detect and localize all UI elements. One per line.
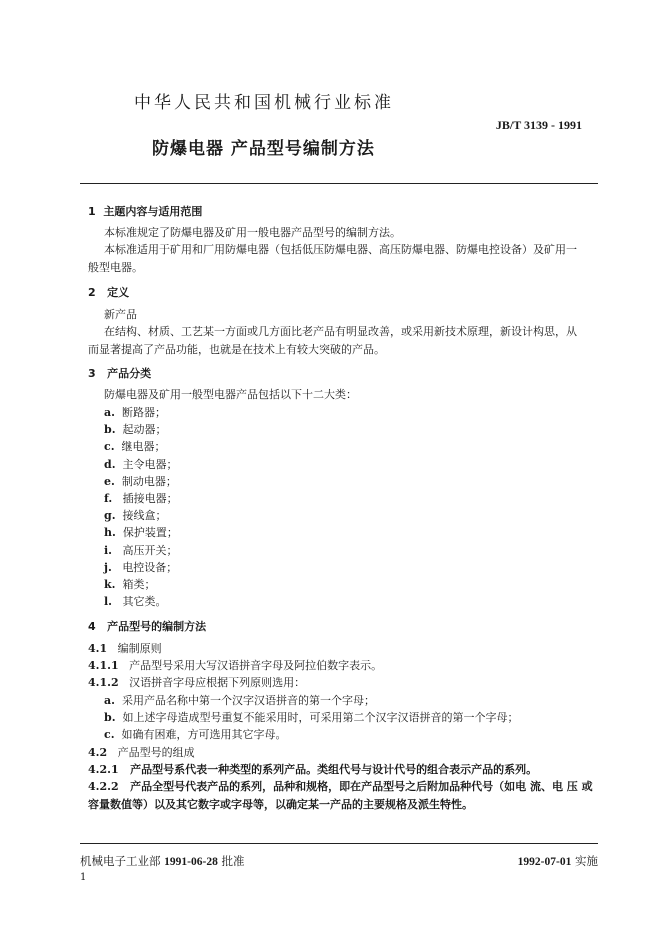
list-item xyxy=(104,421,167,437)
approval-date: 1991-06-28 xyxy=(164,856,218,868)
footer-divider xyxy=(80,843,598,844)
list-item-text: 制动电器； xyxy=(121,475,177,488)
section-4-heading xyxy=(88,618,206,634)
header-divider xyxy=(80,183,598,184)
list-item-text: 其它类。 xyxy=(122,595,167,608)
section-1-para-1: 本标准规定了防爆电器及矿用一般电器产品型号的编制方法。 xyxy=(104,226,401,239)
list-item xyxy=(104,559,177,575)
approval-org: 机械电子工业部 xyxy=(80,854,161,868)
list-item xyxy=(104,473,177,489)
section-1-para-2-line-1: 本标准适用于矿用和厂用防爆电器（包括低压防爆电器、高压防爆电器、防爆电控设备）及矿用一 xyxy=(104,243,577,256)
clause-4-1-1 xyxy=(88,657,382,673)
section-4-title: 产品型号的编制方法 xyxy=(107,620,207,633)
list-item-mark: d. xyxy=(104,458,116,471)
section-2-title: 定义 xyxy=(107,286,130,299)
clause-number: 4.1 xyxy=(88,642,108,655)
list-item-mark: a. xyxy=(104,406,115,419)
list-item-mark: h. xyxy=(104,526,116,539)
list-item-text: 插接电器； xyxy=(122,492,178,505)
document-title: 防爆电器 产品型号编制方法 xyxy=(152,139,375,159)
list-item xyxy=(104,593,167,609)
list-item xyxy=(104,524,178,540)
implementation-line xyxy=(518,853,598,869)
list-item-mark: j. xyxy=(104,561,112,574)
list-item-text: 高压开关； xyxy=(122,544,178,557)
clause-4-2 xyxy=(88,744,195,760)
list-item-mark: i. xyxy=(104,544,113,557)
approval-line xyxy=(80,853,244,869)
clause-4-2-2-line-2: 容量数值等）以及其它数字或字母等，以确定某一产品的主要规格及派生特性。 xyxy=(88,798,473,811)
list-item-mark: b. xyxy=(104,423,116,436)
list-item xyxy=(104,692,375,708)
list-item-text: 继电器； xyxy=(121,440,166,453)
section-3-intro: 防爆电器及矿用一般型电器产品包括以下十二大类： xyxy=(104,388,357,401)
list-item-mark: l. xyxy=(104,595,113,608)
list-item-mark: c. xyxy=(104,440,115,453)
list-item xyxy=(104,438,166,454)
list-item-text: 如确有困难，方可选用其它字母。 xyxy=(121,728,287,741)
section-1-title: 主题内容与适用范围 xyxy=(103,205,203,218)
page-number: 1 xyxy=(80,872,87,883)
list-item-text: 主令电器； xyxy=(122,458,178,471)
implementation-label: 实施 xyxy=(575,854,598,868)
list-item-mark: g. xyxy=(104,509,116,522)
section-3-heading xyxy=(88,365,151,381)
clause-text-line-1: 产品全型号代表产品的系列，品种和规格，即在产品型号之后附加品种代号（如电 流、电 压 或 xyxy=(130,780,593,793)
clause-text: 产品型号采用大写汉语拼音字母及阿拉伯数字表示。 xyxy=(129,659,383,672)
clause-4-1 xyxy=(88,640,162,656)
list-item-mark: e. xyxy=(104,475,115,488)
list-item xyxy=(104,576,155,592)
list-item-text: 起动器； xyxy=(122,423,167,436)
list-item xyxy=(104,542,178,558)
list-item-text: 箱类； xyxy=(122,578,156,591)
list-item xyxy=(104,456,178,472)
list-item xyxy=(104,507,167,523)
list-item-mark: f. xyxy=(104,492,113,505)
list-item-mark: b. xyxy=(104,711,116,724)
section-1-number: 1 xyxy=(88,205,96,218)
list-item-mark: c. xyxy=(104,728,115,741)
section-1-para-2-line-2: 般型电器。 xyxy=(88,261,143,274)
approval-label: 批准 xyxy=(221,854,245,868)
section-2-definition-line-1: 在结构、材质、工艺某一方面或几方面比老产品有明显改善，或采用新技术原理，新设计构思，从 xyxy=(104,325,577,338)
section-1-heading xyxy=(88,203,202,219)
list-item-mark: k. xyxy=(104,578,116,591)
clause-number: 4.2 xyxy=(88,746,108,759)
list-item xyxy=(104,490,178,506)
clause-title: 产品型号的组成 xyxy=(117,746,195,759)
implementation-date: 1992-07-01 xyxy=(517,856,572,868)
list-item xyxy=(104,709,519,725)
list-item-text: 如上述字母造成型号重复不能采用时，可采用第二个汉字汉语拼音的第一个字母； xyxy=(122,711,519,724)
list-item-mark: a. xyxy=(104,694,115,707)
section-2-definition-line-2: 而显著提高了产品功能，也就是在技术上有较大突破的产品。 xyxy=(88,343,385,356)
list-item-text: 电控设备； xyxy=(122,561,178,574)
list-item-text: 采用产品名称中第一个汉字汉语拼音的第一个字母； xyxy=(121,694,375,707)
list-item-text: 保护装置； xyxy=(122,526,178,539)
clause-4-1-2 xyxy=(88,674,305,690)
clause-number: 4.2.1 xyxy=(88,763,119,776)
list-item-text: 接线盒； xyxy=(122,509,167,522)
list-item-text: 断路器； xyxy=(121,406,166,419)
clause-title: 编制原则 xyxy=(117,642,162,655)
clause-text: 产品型号系代表一种类型的系列产品。类组代号与设计代号的组合表示产品的系列。 xyxy=(130,763,538,776)
clause-text: 汉语拼音字母应根据下列原则选用： xyxy=(129,676,306,689)
section-3-number: 3 xyxy=(88,367,96,380)
section-2-heading xyxy=(88,284,129,300)
clause-4-2-2 xyxy=(88,778,593,794)
section-3-title: 产品分类 xyxy=(107,367,152,380)
list-item xyxy=(104,726,287,742)
section-2-term: 新产品 xyxy=(104,308,137,321)
standard-code: JB/T 3139 - 1991 xyxy=(495,118,582,132)
section-2-number: 2 xyxy=(88,286,96,299)
section-4-number: 4 xyxy=(88,620,96,633)
standard-name: 中华人民共和国机械行业标准 xyxy=(134,93,394,113)
clause-number: 4.1.1 xyxy=(88,659,119,672)
clause-number: 4.1.2 xyxy=(88,676,119,689)
clause-4-2-1 xyxy=(88,761,537,777)
list-item xyxy=(104,404,166,420)
clause-number: 4.2.2 xyxy=(88,780,119,793)
